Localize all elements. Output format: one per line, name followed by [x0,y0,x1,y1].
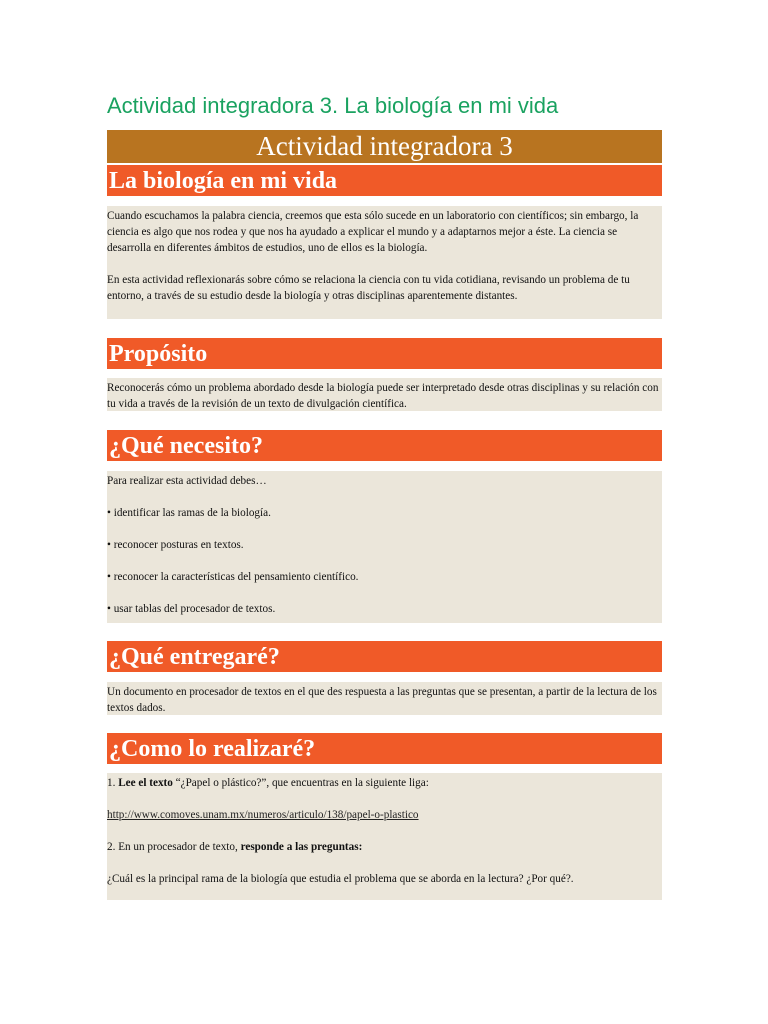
intro-paragraph-2: En esta actividad reflexionarás sobre cómo se relaciona la ciencia con tu vida cotidiana, revisando un problema de tu entorno, a través de su estudio desde la biología y otras disciplinas aparentemente distantes. [107,274,630,302]
intro-heading: La biología en mi vida [107,165,662,196]
step-2-lead: 2. En un procesador de texto, [107,841,241,853]
article-link[interactable]: http://www.comoves.unam.mx/numeros/articulo/138/papel-o-plastico [107,809,419,821]
proposito-text: Reconocerás cómo un problema abordado desde la biología puede ser interpretado desde otras disciplinas y su relación con tu vida a través de la revisión de un texto de divulgación científica. [107,382,659,410]
necesito-item-3: • reconocer la características del pensamiento científico. [107,571,359,583]
necesito-item-4: • usar tablas del procesador de textos. [107,603,276,615]
proposito-body [107,378,662,411]
document-title: Actividad integradora 3. La biología en mi vida [107,93,559,118]
necesito-lead: Para realizar esta actividad debes… [107,475,267,487]
entregare-heading: ¿Qué entregaré? [107,641,662,672]
entregare-text: Un documento en procesador de textos en el que des respuesta a las preguntas que se presentan, a partir de la lectura de los textos dados. [107,686,657,714]
realizare-heading: ¿Como lo realizaré? [107,733,662,764]
proposito-heading: Propósito [107,338,662,369]
step-1-rest: “¿Papel o plástico?”, que encuentras en la siguiente liga: [172,777,429,789]
step-1-number: 1. [107,777,119,789]
necesito-item-1: • identificar las ramas de la biología. [107,507,271,519]
question-text: ¿Cuál es la principal rama de la biología que estudia el problema que se aborda en la lectura? ¿Por qué?. [107,873,574,885]
intro-paragraph-1: Cuando escuchamos la palabra ciencia, creemos que esta sólo sucede en un laboratorio con científicos; sin embargo, la ciencia es algo que nos rodea y que nos ha ayudado a explicar el mundo y a adaptarnos mejor a éste. La ciencia se desarrolla en diferentes ámbitos de estudios, uno de ellos es la biología. [107,210,639,254]
activity-banner: Actividad integradora 3 [107,130,662,163]
necesito-body [107,471,662,623]
intro-body [107,206,662,319]
step-2-bold: responde a las preguntas: [240,841,363,853]
step-1 [107,775,659,791]
step-2 [107,839,659,855]
step-1-bold: Lee el texto [118,777,173,789]
necesito-heading: ¿Qué necesito? [107,430,662,461]
realizare-body [107,773,662,900]
entregare-body [107,682,662,715]
necesito-item-2: • reconocer posturas en textos. [107,539,244,551]
